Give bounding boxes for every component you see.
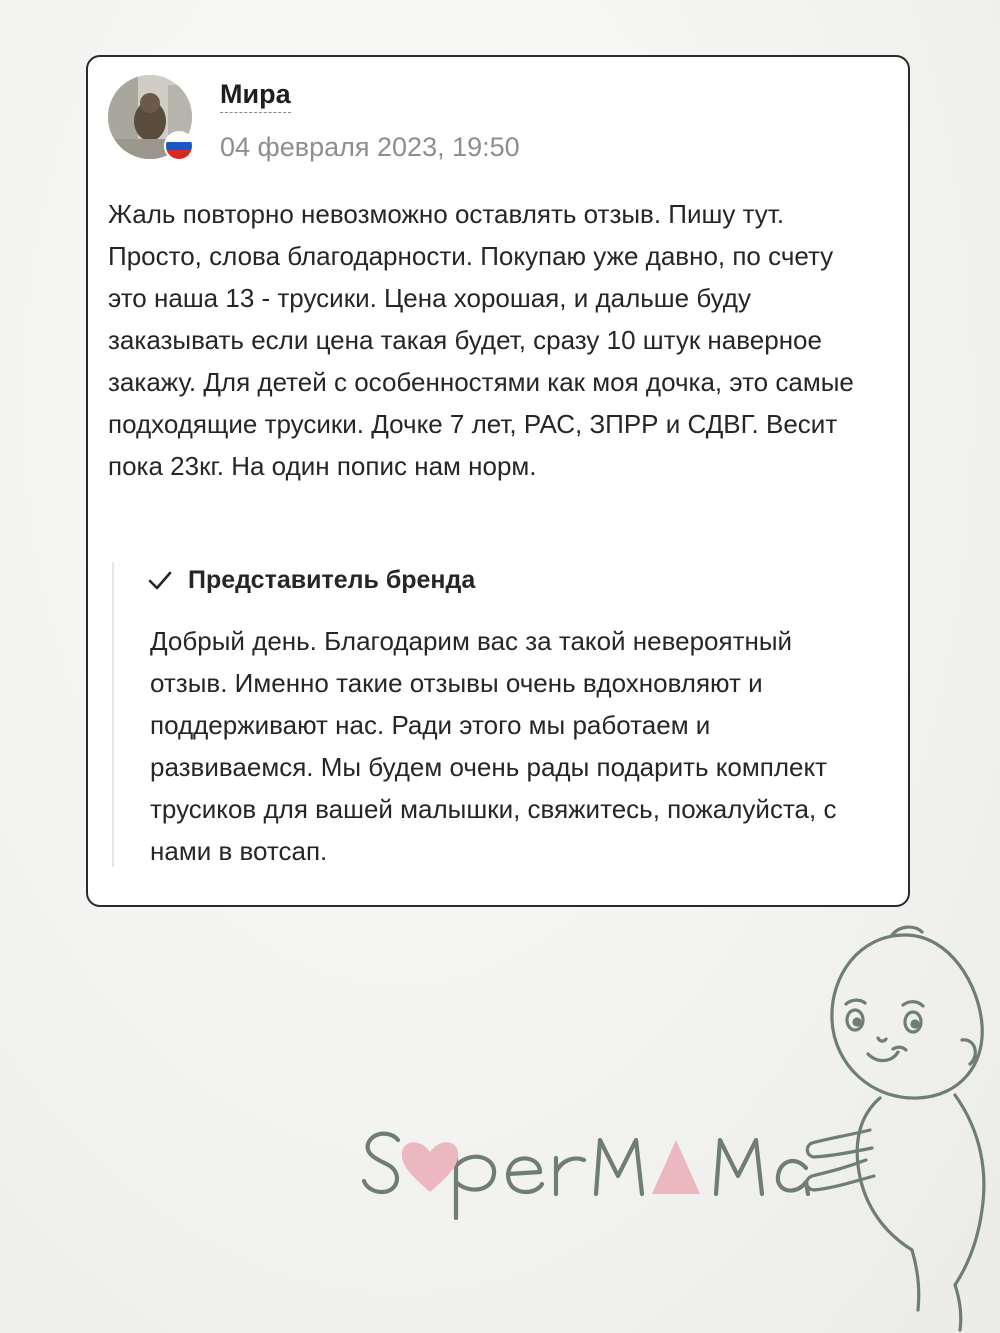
reply-author: Представитель бренда [188, 565, 476, 594]
author-name[interactable]: Мира [220, 79, 291, 113]
heart-a-icon [652, 1140, 700, 1194]
russia-flag-icon [164, 131, 194, 161]
supermama-logo [364, 1134, 808, 1218]
avatar[interactable] [108, 75, 192, 159]
reply-text: Добрый день. Благодарим вас за такой невероятный отзыв. Именно такие отзывы очень вдохновляют и поддерживают нас. Ради этого мы работаем и развиваемся. Мы будем очень рады подарить комплект трусиков для вашей малышки, свяжитесь, пожалуйста, с нами в вотсап. [150, 626, 837, 866]
reply-header [148, 562, 475, 598]
baby-illustration-icon [807, 927, 984, 1330]
review-text: Жаль повторно невозможно оставлять отзыв. Пишу тут. Просто, слова благодарности. Покупаю уже давно, по счету это наша 13 - трусики. Цена хорошая, и дальше буду заказывать если цена такая будет, сразу 10 штук наверное закажу. Для детей с особенностями как моя дочка, это самые подходящие трусики. Дочке 7 лет, РАС, ЗПРР и СДВГ. Весит пока 23кг. На один попис нам норм. [108, 199, 854, 481]
checkmark-icon [148, 568, 172, 592]
brand-reply [112, 562, 882, 867]
review-card [86, 55, 910, 907]
heart-icon [402, 1142, 458, 1192]
review-date: 04 февраля 2023, 19:50 [220, 132, 520, 162]
